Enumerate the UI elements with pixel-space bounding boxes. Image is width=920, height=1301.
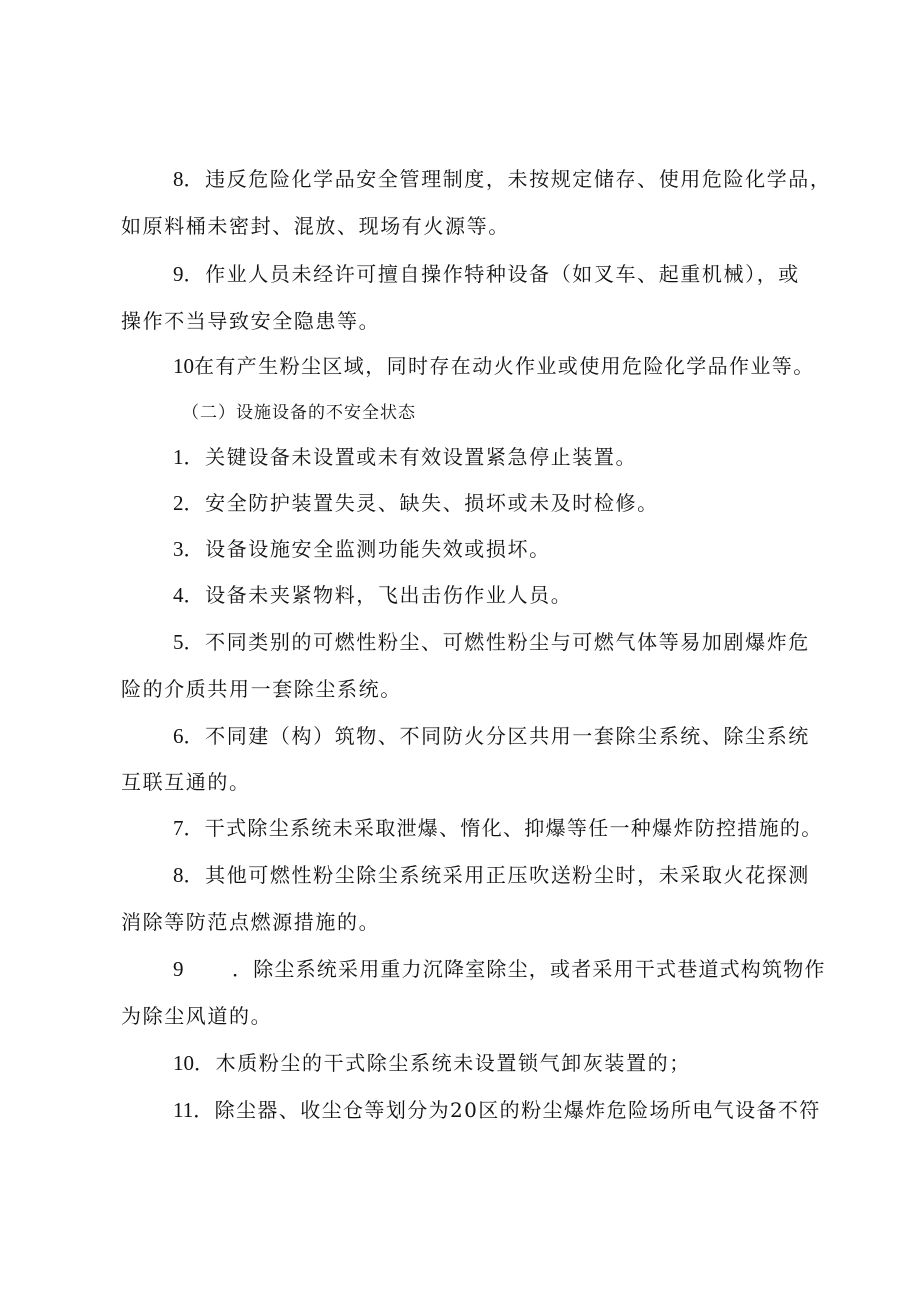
paragraph-continuation: 互联互通的。 [121, 770, 251, 794]
paragraph-continuation: 操作不当导致安全隐患等。 [121, 309, 381, 333]
paragraph-continuation: 为除尘风道的。 [121, 1004, 273, 1028]
item-text: ．设备未夹紧物料，飞出击伤作业人员。 [183, 583, 573, 607]
paragraph-item-9-prior [173, 261, 800, 287]
paragraph-item-3 [173, 536, 551, 562]
item-text: ．关键设备未设置或未有效设置紧急停止装置。 [183, 445, 638, 469]
paragraph-item-2 [173, 490, 659, 516]
item-number: 4 [173, 583, 184, 607]
paragraph-continuation: 消除等防范点燃源措施的。 [121, 910, 381, 934]
item-text: ．作业人员未经许可擅自操作特种设备（如叉车、起重机械），或 [183, 262, 800, 286]
item-number: 8 [173, 863, 184, 887]
paragraph-item-10-prior [173, 353, 815, 379]
paragraph-continuation: 险的介质共用一套除尘系统。 [121, 677, 402, 701]
paragraph-item-1 [173, 444, 637, 470]
item-text: ．不同建（构）筑物、不同防火分区共用一套除尘系统、除尘系统 [183, 724, 810, 748]
paragraph-item-6 [173, 723, 810, 749]
section-heading: （二）设施设备的不安全状态 [182, 403, 416, 423]
item-number: 9 [173, 262, 184, 286]
paragraph-item-9 [173, 956, 184, 982]
item-text: ．安全防护装置失灵、缺失、损坏或未及时检修。 [183, 491, 659, 515]
item-text: 在有产生粉尘区域，同时存在动火作业或使用危险化学品作业等。 [194, 354, 815, 378]
paragraph-item-11 [173, 1097, 821, 1123]
item-number: 10 [173, 354, 194, 378]
item-text: ．违反危险化学品安全管理制度，未按规定储存、使用危险化学品， [183, 167, 832, 191]
item-number: 1 [173, 445, 184, 469]
item-text: ．干式除尘系统未采取泄爆、惰化、抑爆等任一种爆炸防控措施的。 [183, 816, 823, 840]
item-number: 5 [173, 630, 184, 654]
item-text: ．除尘系统采用重力沉降室除尘，或者采用干式巷道式构筑物作 [232, 957, 826, 981]
paragraph-item-8-prior [173, 166, 832, 192]
paragraph-item-10 [173, 1050, 691, 1076]
item-number: 8 [173, 167, 184, 191]
item-text: ．除尘器、收尘仓等划分为20区的粉尘爆炸危险场所电气设备不符 [193, 1098, 821, 1122]
item-number: 7 [173, 816, 184, 840]
paragraph-item-4 [173, 582, 572, 608]
item-number: 6 [173, 724, 184, 748]
item-number: 3 [173, 537, 184, 561]
paragraph-item-7 [173, 815, 823, 841]
item-number: 9 [173, 957, 184, 981]
item-number: 10 [173, 1051, 194, 1075]
item-text: ．设备设施安全监测功能失效或损坏。 [183, 537, 551, 561]
item-number: 2 [173, 491, 184, 515]
paragraph-item-8 [173, 862, 810, 888]
item-text: ．木质粉尘的干式除尘系统未设置锁气卸灰装置的； [194, 1051, 691, 1075]
paragraph-item-5 [173, 629, 810, 655]
item-number: 11 [173, 1098, 194, 1122]
item-text: ．不同类别的可燃性粉尘、可燃性粉尘与可燃气体等易加剧爆炸危 [183, 630, 810, 654]
paragraph-continuation: 如原料桶未密封、混放、现场有火源等。 [121, 214, 510, 238]
item-text: ．其他可燃性粉尘除尘系统采用正压吹送粉尘时，未采取火花探测 [183, 863, 810, 887]
